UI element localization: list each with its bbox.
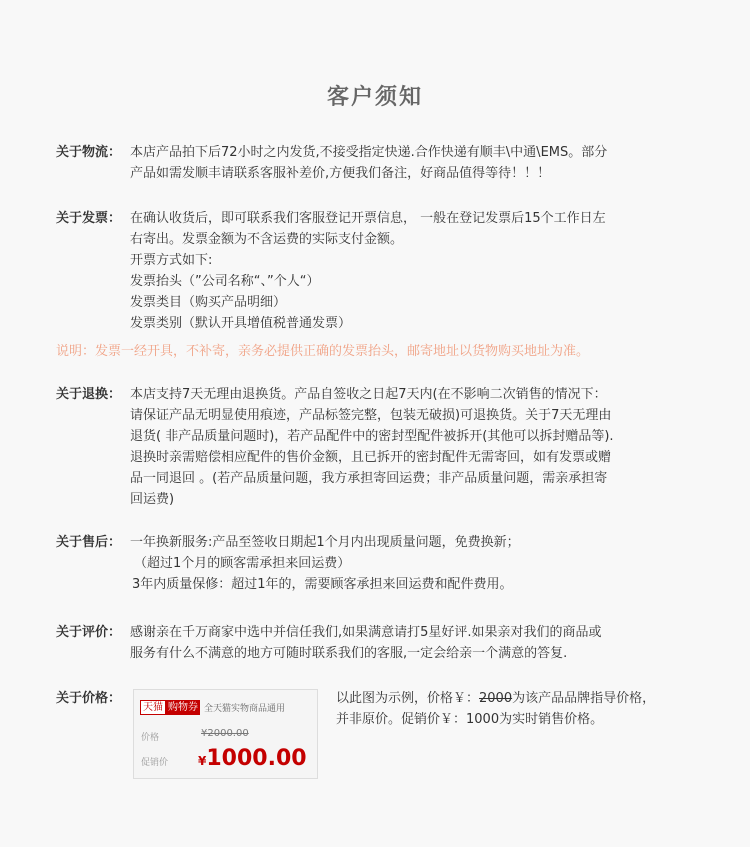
invoice-line: 发票抬头（”公司名称“、”个人“） — [130, 274, 320, 289]
returns-line: 退货( 非产品质量问题时)，若产品配件中的密封型配件被拆开(其他可以拆封赠品等). — [130, 429, 614, 444]
review-line: 感谢亲在千万商家中选中并信任我们,如果满意请打5星好评.如果亲对我们的商品或 — [130, 625, 602, 640]
review-body — [130, 622, 706, 664]
returns-line: 请保证产品无明显使用痕迹，产品标签完整，包装无破损)可退换货。关于7天无理由 — [130, 408, 612, 423]
page-title: 客户须知 — [326, 85, 423, 110]
aftersales-line: （超过1个月的顾客需承担来回运费） — [134, 556, 351, 571]
card-description: 全天猫实物商品通用 — [204, 703, 286, 714]
card-header — [140, 699, 285, 715]
logistics-line: 本店产品拍下后72小时之内发货,不接受指定快递.合作快递有顺丰\中通\EMS。部分 — [130, 145, 608, 160]
invoice-line: 发票类别（默认开具增值税普通发票） — [130, 316, 352, 331]
review-line: 服务有什么不满意的地方可随时联系我们的客服,一定会给亲一个满意的答复. — [130, 646, 568, 661]
price-line-suffix: 为该产品品牌指导价格， — [512, 691, 656, 706]
price-line — [336, 688, 655, 709]
invoice-line: 在确认收货后，即可联系我们客服登记开票信息， 一般在登记发票后15个工作日左 — [130, 211, 606, 226]
returns-line: 品一同退回 。(若产品质量问题，我方承担寄回运费；非产品质量问题，需亲承担寄 — [130, 471, 608, 486]
price-line: 并非原价。促销价￥：1000为实时销售价格。 — [336, 712, 604, 727]
aftersales-line: 一年换新服务:产品至签收日期起1个月内出现质量问题，免费换新； — [130, 535, 520, 550]
aftersales-body — [130, 532, 706, 595]
price-line-prefix: 以此图为示例，价格￥： — [336, 691, 480, 706]
invoice-line: 开票方式如下: — [130, 253, 213, 268]
sale-price-value: 1000.00 — [206, 746, 307, 771]
tmall-tag: 天猫 — [140, 700, 166, 715]
coupon-tag: 购物券 — [168, 701, 198, 713]
aftersales-line: 3年内质量保修：超过1年的，需要顾客承担来回运费和配件费用。 — [132, 577, 513, 592]
returns-line: 退换时亲需赔偿相应配件的售价金额，且已拆开的密封配件无需寄回，如有发票或赠 — [130, 450, 612, 465]
returns-line: 本店支持7天无理由退换货。产品自签收之日起7天内(在不影响二次销售的情况下： — [130, 387, 607, 402]
currency-symbol: ¥ — [198, 754, 207, 768]
price-struck-value: 2000 — [479, 691, 513, 706]
invoice-line: 发票类目（购买产品明细） — [130, 295, 287, 310]
logistics-body — [130, 142, 706, 184]
returns-body — [130, 384, 706, 510]
price-example-card — [133, 689, 318, 779]
invoice-label: 关于发票： — [56, 211, 122, 226]
review-label: 关于评价： — [56, 625, 122, 640]
invoice-note: 说明：发票一经开具，不补寄，亲务必提供正确的发票抬头，邮寄地址以货物购买地址为准。 — [56, 344, 590, 359]
card-price-label: 价格 — [141, 733, 160, 743]
logistics-label: 关于物流： — [56, 145, 122, 160]
returns-line: 回运费) — [130, 492, 175, 507]
logistics-line: 产品如需发顺丰请联系客服补差价,方便我们备注，好商品值得等待！！！ — [130, 166, 551, 181]
price-explanation — [336, 688, 655, 730]
card-sale-label: 促销价 — [141, 758, 169, 768]
invoice-line: 右寄出。发票金额为不含运费的实际支付金额。 — [130, 232, 404, 247]
aftersales-label: 关于售后： — [56, 535, 122, 550]
card-original-price: ¥2000.00 — [201, 728, 249, 739]
card-sale-price — [198, 746, 307, 771]
returns-label: 关于退换： — [56, 387, 122, 402]
invoice-body — [130, 208, 706, 334]
price-label: 关于价格： — [56, 691, 122, 706]
